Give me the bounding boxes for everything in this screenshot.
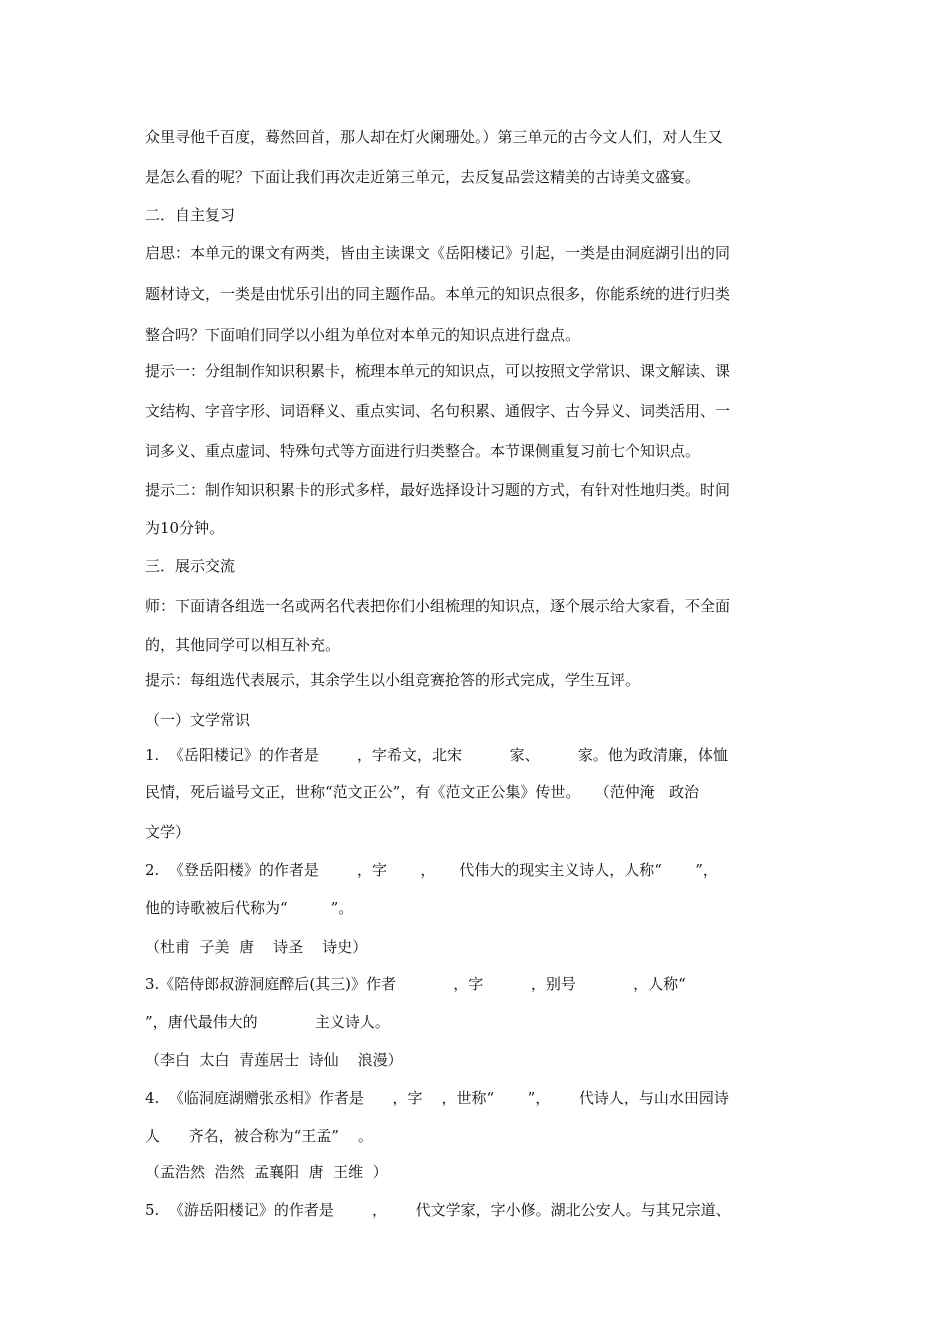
section-heading-3: 三．展示交流	[145, 557, 236, 575]
text-line-11: 为10分钟。	[145, 519, 225, 537]
answer-2: （杜甫 子美 唐 诗圣 诗史）	[145, 938, 368, 956]
question-4-line-1: 4. 《临洞庭湖赠张丞相》作者是 ，字 ，世称“ ”， 代诗人，与山水田园诗	[145, 1089, 729, 1107]
question-1-line-2: 民情，死后谥号文正，世称“范文正公”，有《范文正公集》传世。 （范仲淹 政治	[145, 783, 699, 801]
question-5-line-1: 5. 《游岳阳楼记》的作者是 ， 代文学家，字小修。湖北公安人。与其兄宗道、	[145, 1201, 731, 1219]
question-4-line-2: 人 齐名，被合称为“王孟” 。	[145, 1127, 374, 1145]
text-line-2: 是怎么看的呢？下面让我们再次走近第三单元，去反复品尝这精美的古诗美文盛宴。	[145, 168, 701, 186]
subsection-heading: （一）文学常识	[145, 711, 251, 729]
question-3-line-1: 3.《陪侍郎叔游洞庭醉后(其三)》作者 ，字 ，别号 ，人称“	[145, 975, 686, 993]
text-line-7: 提示一：分组制作知识积累卡，梳理本单元的知识点，可以按照文学常识、课文解读、课	[145, 362, 731, 380]
question-1-line-3: 文学）	[145, 823, 191, 841]
question-1-line-1: 1. 《岳阳楼记》的作者是 ，字希文，北宋 家、 家。他为政清廉，体恤	[145, 746, 728, 764]
text-line-10: 提示二：制作知识积累卡的形式多样，最好选择设计习题的方式，有针对性地归类。时间	[145, 481, 731, 499]
text-line-6: 整合吗？下面咱们同学以小组为单位对本单元的知识点进行盘点。	[145, 326, 581, 344]
question-3-line-2: ”，唐代最伟大的 主义诗人。	[145, 1013, 390, 1031]
text-line-8: 文结构、字音字形、词语释义、重点实词、名句积累、通假字、古今异义、词类活用、一	[145, 402, 731, 420]
answer-4: （孟浩然 浩然 孟襄阳 唐 王维 ）	[145, 1163, 388, 1181]
section-heading-2: 二．自主复习	[145, 206, 236, 224]
text-line-4: 启思：本单元的课文有两类，皆由主读课文《岳阳楼记》引起，一类是由洞庭湖引出的同	[145, 244, 731, 262]
answer-3: （李白 太白 青莲居士 诗仙 浪漫）	[145, 1051, 403, 1069]
text-line-14: 的，其他同学可以相互补充。	[145, 636, 341, 654]
text-line-15: 提示：每组选代表展示，其余学生以小组竞赛抢答的形式完成，学生互评。	[145, 671, 641, 689]
text-line-9: 词多义、重点虚词、特殊句式等方面进行归类整合。本节课侧重复习前七个知识点。	[145, 442, 701, 460]
question-2-line-1: 2. 《登岳阳楼》的作者是 ，字 ， 代伟大的现实主义诗人，人称“ ”，	[145, 861, 718, 879]
text-line-5: 题材诗文，一类是由忧乐引出的同主题作品。本单元的知识点很多，你能系统的进行归类	[145, 285, 731, 303]
question-2-line-2: 他的诗歌被后代称为“ ”。	[145, 899, 354, 917]
text-line-13: 师：下面请各组选一名或两名代表把你们小组梳理的知识点，逐个展示给大家看，不全面	[145, 597, 731, 615]
text-line-1: 众里寻他千百度，蓦然回首，那人却在灯火阑珊处。）第三单元的古今文人们，对人生又	[145, 128, 723, 146]
